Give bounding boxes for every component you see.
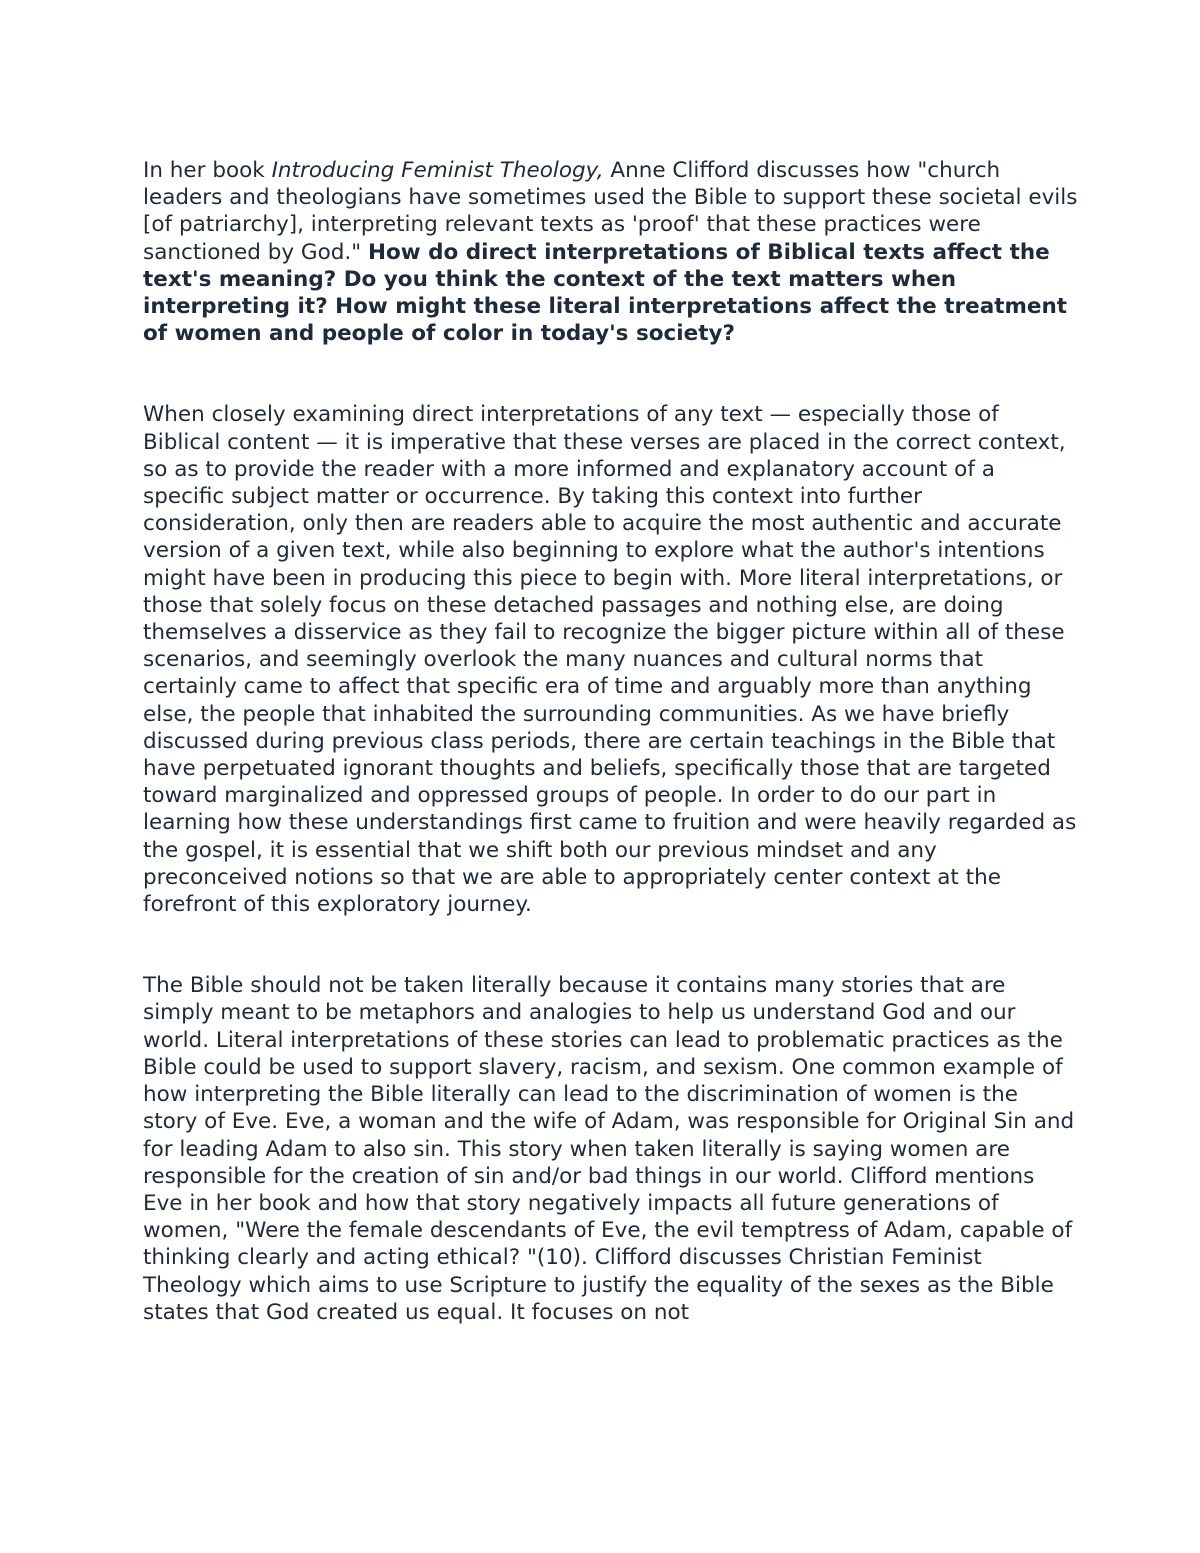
book-title: Introducing Feminist Theology, <box>271 158 604 183</box>
response-paragraph-1: When closely examining direct interpretations of any text — especially those of Biblical content — it is imperative that these verses are placed in the correct context, so as to provide the reader with a more informed and explanatory account of a specific subject matter or occurrence. By taking this context into further consideration, only then are readers able to acquire the most authentic and accurate version of a given text, while also beginning to explore what the author's intentions might have been in producing this piece to begin with. More literal interpretations, or those that solely focus on these detached passages and nothing else, are doing themselves a disservice as they fail to recognize the bigger picture within all of these scenarios, and seemingly overlook the many nuances and cultural norms that certainly came to affect that specific era of time and arguably more than anything else, the people that inhabited the surrounding communities. As we have briefly discussed during previous class periods, there are certain teachings in the Bible that have perpetuated ignorant thoughts and beliefs, specifically those that are targeted toward marginalized and oppressed groups of people. In order to do our part in learning how these understandings first came to fruition and were heavily regarded as the gospel, it is essential that we shift both our previous mindset and any preconceived notions so that we are able to appropriately center context at the forefront of this exploratory journey. <box>143 402 1077 918</box>
intro-quote: Anne Clifford discusses how "church leaders and theologians have sometimes used the Bible to support these societal evils [of patriarchy], interpreting relevant texts as 'proof' that these practices were sanctioned by God." <box>143 158 1078 265</box>
response-paragraph-2: The Bible should not be taken literally because it contains many stories that are simply meant to be metaphors and analogies to help us understand God and our world. Literal interpretations of these stories can lead to problematic practices as the Bible could be used to support slavery, racism, and sexism. One common example of how interpreting the Bible literally can lead to the discrimination of women is the story of Eve. Eve, a woman and the wife of Adam, was responsible for Original Sin and for leading Adam to also sin. This story when taken literally is saying women are responsible for the creation of sin and/or bad things in our world. Clifford mentions Eve in her book and how that story negatively impacts all future generations of women, "Were the female descendants of Eve, the evil temptress of Adam, capable of thinking clearly and acting ethical? "(10). Clifford discusses Christian Feminist Theology which aims to use Scripture to justify the equality of the sexes as the Bible states that God created us equal. It focuses on not <box>143 973 1075 1325</box>
intro-paragraph <box>143 157 1078 347</box>
intro-lead: In her book <box>143 158 272 183</box>
paragraph-spacer <box>143 347 1078 401</box>
discussion-questions: How do direct interpretations of Biblical texts affect the text's meaning? Do you think the context of the text matters when interpreting it? How might these literal interpretations affect the treatment of women and people of color in today's society? <box>143 239 1068 347</box>
document-body <box>143 157 1078 1326</box>
paragraph-spacer <box>143 918 1078 972</box>
